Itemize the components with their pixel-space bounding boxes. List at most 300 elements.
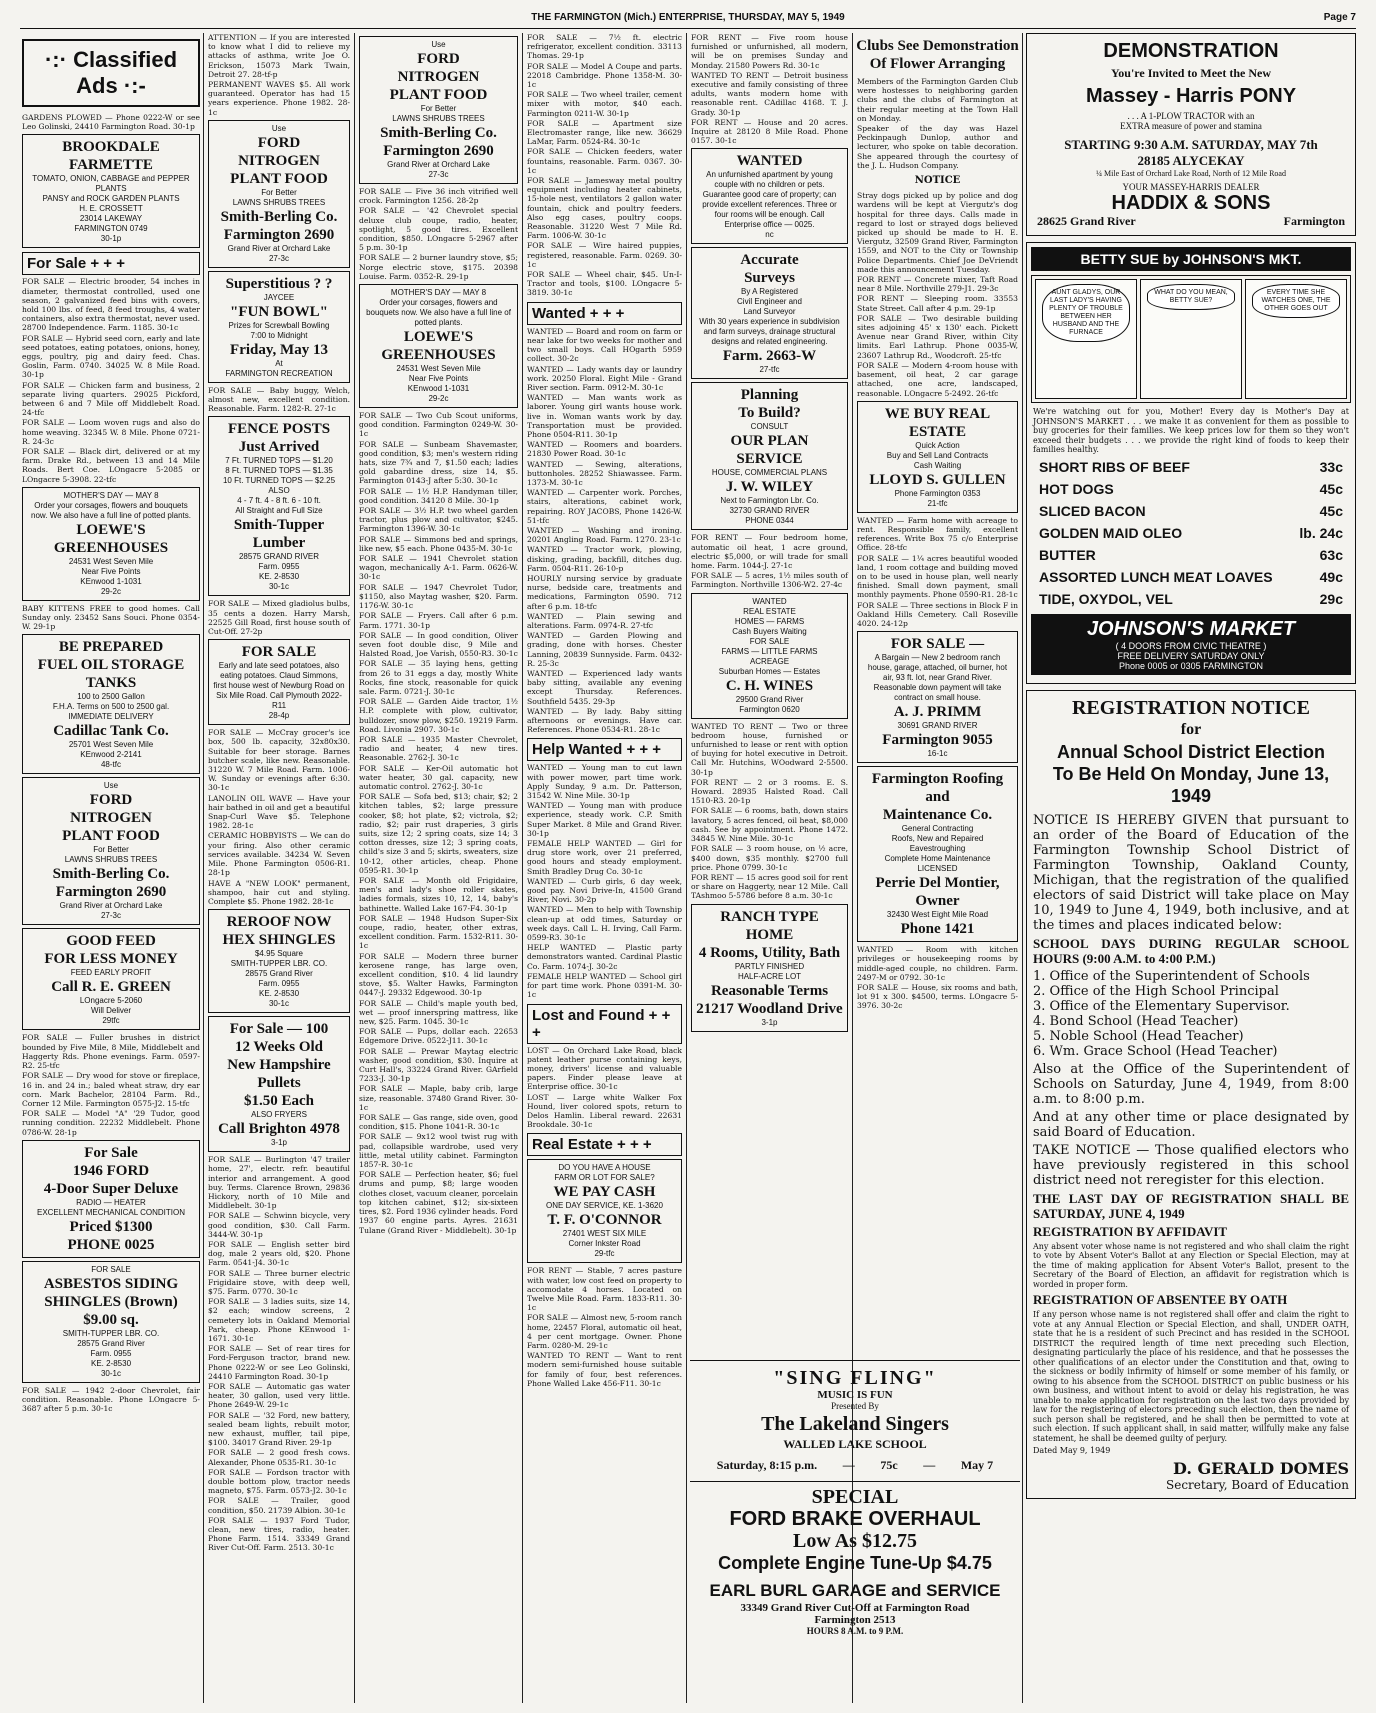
demo-line: YOUR MASSEY-HARRIS DEALER: [1122, 182, 1260, 192]
greenhouse-ad: [22, 487, 200, 601]
ad-item: WANTED — Young man with produce experience, steady work. C.P. Smith Super Market. 8 Mile and Grand River. 30-1p: [527, 801, 682, 838]
ad-line: 7 Ft. TURNED TOPS — $1.20: [225, 456, 333, 466]
ad-item: FOR RENT — Stable, 7 acres pasture with water, low cost feed on property to accomodate 4 horses. Located on Twelve Mile Road. Farm. 1833-R11. 30-1c: [527, 1266, 682, 1313]
ad-line: Near Five Points: [408, 374, 469, 384]
ad-item: FOR RENT — House and 20 acres. Inquire at 28120 8 Mile Road. Phone 0157. 30-1c: [691, 117, 848, 146]
brake-low-as: Low As: [793, 1530, 857, 1552]
ad-line: HEX SHINGLES: [222, 932, 336, 949]
ad-item: WANTED — Room with kitchen privileges or housekeeping rooms by middle-aged couple, no children. Farm. 2497-M or 0792. 30-1c: [857, 945, 1018, 982]
ad-line: With 30 years experience in subdivision and farm surveys, drainage structural designs and related engineering.: [699, 317, 840, 347]
ad-item: FOR SALE — Loom woven rugs and also do home weaving. 32345 W. 8 Mile. Phone 0721-R. 24-3c: [22, 418, 200, 446]
dealer-city: Farmington: [1283, 214, 1345, 228]
primm-ad: [857, 631, 1018, 763]
ad-line: HOME: [745, 926, 794, 943]
ad-line: Phone 1421: [900, 921, 975, 938]
ad-item: FOR SALE — McCray grocer's ice box, 500 lb. capacity, 32x80x30. Suitable for beer storage. Barnes butcher scale, like new. Reasonable. 31220 W. 7 Mile Road. Farm. 1006-W. Sunday or evenings after 6:30. 30-1c: [208, 728, 350, 793]
ad-line: Farm. 2663-W: [722, 348, 817, 365]
item-name: HOT DOGS: [1039, 480, 1114, 497]
ad-line: 23014 LAKEWAY: [79, 214, 143, 224]
price-row: [1031, 544, 1351, 566]
ad-line: ALSO: [268, 486, 290, 496]
ad-item: WANTED — Man wants work as laborer. Young girl wants house work. live in. Woman wants work by day. Transportation must be provided. Phone 0504-R11. 30-1p: [527, 393, 682, 439]
ad-item: FOR SALE — 1935 Master Chevrolet, radio and heater, 4 new tires. Reasonable. 2762-J. 30-1c: [359, 734, 518, 763]
ad-item: FEMALE HELP WANTED — Girl for drug store work, over 21 preferred, good hours and steady employment. Smith Bradley Drug Co. 30-1c: [527, 839, 682, 876]
ad-line: KEnwood 2-2141: [80, 750, 142, 760]
ad-item: WANTED — Men to help with Township clean-up at odd times, Saturday or week days. Call L. H. Irving, Call Farm. 0599-R3. 30-1c: [527, 905, 682, 943]
speech-bubble: EVERY TIME SHE WATCHES ONE, THE OTHER GOES OUT: [1252, 284, 1340, 318]
ad-line: and: [925, 789, 950, 806]
notice-body: Stray dogs picked up by police and dog wardens will be kept at Viergutz's dog hospital for three days. Calls made in regard to lost or strayed dogs believed picked up should be made to H. E. Viergutz, 32509 Grand River, Farmington 1559, and NOT to the City or Township Police Departments. Chief Joe DeVriendt made this announcement Tuesday.: [857, 191, 1018, 274]
classified-title: ·:· Classified Ads ·:-: [22, 39, 200, 107]
ad-list: [855, 945, 1020, 1010]
ad-line: 3-1p: [270, 1138, 287, 1148]
ad-line: LOEWE'S GREENHOUSES: [53, 521, 169, 556]
ad-list: [525, 1046, 684, 1130]
price-row: [1031, 566, 1351, 588]
ad-item: FOR SALE — Mixed gladiolus bulbs, 35 cents a dozen. Harry Marsh, 22525 Gill Road, first house south of Cut-Off. 27-2p: [208, 599, 350, 637]
ad-line: PLANT FOOD: [389, 87, 488, 103]
ad-item: FOR SALE — Model A Coupe and parts. 22018 Cambridge. Phone 1358-M. 30-1c: [527, 61, 682, 90]
ad-line: 30-1c: [100, 1368, 121, 1378]
tuneup-label: Complete Engine Tune-Up: [718, 1553, 942, 1573]
ad-line: FARM OR LOT FOR SALE?: [554, 1173, 655, 1183]
ad-line: Eavestroughing: [909, 844, 966, 854]
reg-locations: [1033, 969, 1349, 1059]
ad-line: C. H. WINES: [725, 677, 814, 694]
reg-paragraph: And at any other time or place designated by said Board of Education.: [1033, 1109, 1349, 1140]
ad-list: [525, 763, 684, 999]
ad-line: Quick Action: [915, 440, 960, 450]
ad-line: GOOD FEED: [66, 933, 156, 950]
ad-line: At: [275, 358, 283, 368]
massey-harris-ad: [1026, 33, 1356, 236]
ad-item: WANTED — Roomers and boarders. 21830 Power Road. 30-1c: [527, 440, 682, 459]
clubs-article: [855, 77, 1020, 170]
reg-signature-title: Secretary, Board of Education: [1166, 1477, 1349, 1492]
ad-line: WE BUY REAL ESTATE: [884, 405, 991, 440]
demo-line: . . . A 1-PLOW TRACTOR with an: [1127, 111, 1255, 121]
masthead-line: THE FARMINGTON (Mich.) ENTERPRISE, THURSDAY, MAY 5, 1949: [531, 12, 845, 23]
ad-line: PANSY and ROCK GARDEN PLANTS: [42, 194, 180, 204]
ad-line: 25701 West Seven Mile: [68, 740, 154, 750]
reg-location: 5. Noble School (Head Teacher): [1033, 1028, 1244, 1044]
ad-item: FOR SALE — Apartment size Electromaster range, like new. 36629 LaMar, Farm. 0524-R4. 30-1c: [527, 118, 682, 147]
ad-item: FOR SALE — 1½ H.P. Handyman tiller, good condition. 34120 8 Mile. 30-1p: [359, 486, 518, 505]
ad-line: T. F. O'CONNOR: [547, 1212, 662, 1229]
sing-fling-price: 75c: [880, 1458, 898, 1472]
speech-bubble: WHAT DO YOU MEAN, BETTY SUE?: [1147, 284, 1235, 310]
ad-item: FOR SALE — 3 room house, on ½ acre, $400 down, $35 monthly. $2700 full price. Phone 0799. 30-1c: [691, 844, 848, 872]
item-price: lb. 24c: [1299, 524, 1343, 541]
ad-line: H. E. CROSSETT: [79, 204, 143, 214]
ad-line: Smith-Berling Co.: [220, 208, 338, 225]
ad-line: 29-2c: [428, 394, 449, 404]
dealer-address: 28625 Grand River: [1037, 214, 1136, 228]
demo-line: DEMONSTRATION: [1103, 40, 1279, 62]
demo-line: You're Invited to Meet the New: [1110, 66, 1272, 80]
ad-list: [20, 1386, 202, 1414]
pay-cash-ad: [527, 1159, 682, 1263]
ad-line: All Straight and Full Size: [235, 506, 323, 516]
ad-item: FOR SALE — 35 laying hens, getting from 26 to 31 eggs a day, mostly White Rocks, fine stock, reasonable for quick sale. Farm. 0721-J. 30-1c: [359, 659, 518, 696]
ad-line: TOMATO, ONION, CABBAGE and PEPPER PLANTS: [32, 174, 190, 194]
ad-line: Cadillac Tank Co.: [53, 723, 169, 740]
ad-line: 24531 West Seven Mile: [396, 364, 481, 374]
ad-item: WANTED — Farm home with acreage to rent. Responsible family, excellent references. Write Box 75 c/o Enterprise Office. 28-tfc: [857, 515, 1018, 553]
ad-line: 27-tfc: [759, 365, 780, 375]
ad-line: J. W. WILEY: [725, 479, 814, 496]
ad-line: 8 Ft. TURNED TOPS — $1.35: [225, 466, 333, 476]
ad-line: 30-1c: [268, 582, 289, 592]
ad-line: MOTHER'S DAY — MAY 8: [63, 490, 159, 500]
reg-school-days: SCHOOL DAYS DURING REGULAR SCHOOL HOURS (9:00 A.M. to 4:00 P.M.): [1033, 935, 1349, 966]
ad-item: BABY KITTENS FREE to good homes. Call Sunday only. 23452 Sans Souci. Phone 0354-W. 29-1p: [22, 603, 200, 632]
ad-item: LOST — Large white Walker Fox Hound, liver colored spots, return to Delos Hamlin. Liberal reward. 22631 Brookdale. 30-1c: [527, 1092, 682, 1130]
comic-strip: [1031, 275, 1351, 403]
ad-list: [206, 1155, 352, 1553]
ad-line: IMMEDIATE DELIVERY: [68, 712, 154, 722]
ad-line: Farm. 0955: [258, 562, 300, 572]
ad-item: FOR SALE — Maple, baby crib, large size, reasonable. 37480 Grand River. 30-1c: [359, 1084, 518, 1112]
ad-line: BE PREPARED: [58, 639, 164, 656]
ad-list: [20, 1033, 202, 1136]
ad-item: FOR RENT — Four bedroom home, automatic oil heat, 1 acre ground, electric $5,000, or will trade for small home. Farm. 1044-J. 27-1c: [691, 533, 848, 571]
section-wanted: Wanted + + +: [527, 302, 682, 325]
ad-line: RADIO — HEATER: [76, 1197, 146, 1207]
column-5: [689, 33, 850, 1027]
surveys-ad: [691, 247, 848, 379]
dash: —: [923, 1458, 936, 1472]
ad-item: ATTENTION — If you are interested to know what I did to relieve my attacks of asthma, write Joe O. Erickson, 15073 Mark Twain, Detroit 27. 28-tf-p: [208, 33, 350, 79]
ad-item: FOR RENT — Concrete mixer, Taft Road near 8 Mile. Northville 279-J1. 29-3c: [857, 275, 1018, 294]
ad-line: Civil Engineer and: [737, 297, 802, 307]
sing-fling-date: May 7: [960, 1458, 994, 1472]
ad-line: FARMS — LITTLE FARMS: [721, 646, 818, 656]
ad-line: Smith-Berling Co.: [380, 125, 497, 141]
ad-list: [525, 1266, 684, 1388]
ad-list: [689, 33, 850, 145]
ad-item: FOR SALE — English setter bird dog, male 2 years old, $20. Phone Farm. 0541-J4. 30-1c: [208, 1239, 350, 1268]
ad-line: 27-3c: [428, 170, 449, 179]
ad-item: FOR SALE — Sofa bed, $13; chair, $2; 2 kitchen tables, $2; large pressure cooker, $8; hot plate, $2; victrola, $2; radio, $2; pair rust draperies, 3 girls suits, size 12; 2 spring coats, size 14; 3 cotton dresses, size 12; 3 spring coats, child's size 3 and 5; skirts, sweaters, size 10-12, other articles, cheap. Phone 0595-R1. 30-1p: [359, 792, 518, 875]
section-lost-found: Lost and Found + + +: [527, 1004, 682, 1044]
wanted-apartment-ad: [691, 148, 848, 244]
ad-line: FOR LESS MONEY: [44, 951, 178, 968]
ad-line: 4-Door Super Deluxe: [43, 1180, 179, 1197]
ad-line: Prizes for Screwball Bowling: [228, 320, 330, 330]
ad-item: FOR SALE — Perfection heater, $6; fuel drums and pump, $8; large wooden clothes closet, vacuum cleaner, porcelain top kitchen cabinet, $12; six-sixteen tires, $2. Ford 1936 cylinder heads. Ford 1937 60 engine parts. Ayres. 21631 Tulane (Grand River - Middlebelt). 30-1p: [359, 1170, 518, 1235]
ad-line: Owner: [915, 893, 960, 910]
section-for-sale: For Sale + + +: [22, 252, 200, 275]
reg-location: 2. Office of the High School Principal: [1033, 983, 1279, 999]
ad-line: KE. 2-8530: [258, 572, 300, 582]
ad-line: SMITH-TUPPER LBR. CO.: [62, 1328, 160, 1338]
ad-line: A Bargain — New 2 bedroom ranch house, garage, attached, oil burner, hot air, 93 ft. lot, near Grand River. Reasonable down payment will take contract on small house.: [867, 653, 1008, 703]
ad-item: FOR SALE — 3 ladies suits, size 14, $2 each; window screens, 2 cemetery lots in Oakland Memorial Park, cheap. Phone KEnwood 1-1671. 30-1c: [208, 1297, 350, 1343]
column-rule: [203, 33, 204, 1703]
ad-line: 28575 GRAND RIVER: [238, 552, 320, 562]
ad-item: FOR SALE — '32 Ford, new battery, sealed beam lights, rebuilt motor, new exhaust, muffler, tail pipe, $100. 34017 Grand River. 29-1p: [208, 1410, 350, 1448]
planning-ad: [691, 382, 848, 530]
ad-line: 30691 GRAND RIVER: [897, 721, 978, 731]
ad-line: Next to Farmington Lbr. Co.: [720, 496, 819, 506]
ad-item: FOR SALE — Three sections in Block F in Oakland Hills Cemetery. Call Roseville 4020. 24-12p: [857, 600, 1018, 628]
ad-line: Farmington 9055: [882, 732, 993, 749]
clubs-headline: Clubs See Demonstration Of Flower Arranging: [856, 38, 1019, 72]
ad-line: F.H.A. Terms on 500 to 2500 gal.: [52, 702, 170, 712]
ad-item: FOR SALE — Schwinn bicycle, very good condition, $30. Call Farm. 3444-W. 30-1p: [208, 1211, 350, 1239]
brake-line: FORD BRAKE OVERHAUL: [729, 1508, 981, 1530]
fuel-oil-ad: [22, 634, 200, 774]
ad-line: 10 Ft. TURNED TOPS — $2.25: [222, 476, 336, 486]
ad-line: FARMINGTON 0749: [74, 224, 148, 234]
item-price: 63c: [1319, 546, 1343, 563]
ad-item: FEMALE HELP WANTED — School girl for part time work. Phone 0391-M. 30-1c: [527, 971, 682, 1000]
demo-line: ¼ Mile East of Orchard Lake Road, North of 12 Mile Road: [1096, 169, 1286, 178]
column-3: [357, 33, 520, 1703]
ad-item: WANTED — Washing and ironing. 20201 Angling Road. Farm. 1270. 23-1c: [527, 525, 682, 545]
ad-line: PHONE 0344: [745, 516, 794, 526]
ad-line: A. J. PRIMM: [893, 704, 982, 721]
ad-line: Just Arrived: [238, 439, 320, 456]
ad-line: BROOKDALE FARMETTE: [62, 139, 160, 174]
ad-line: Use: [431, 40, 446, 49]
item-name: SHORT RIBS OF BEEF: [1039, 458, 1190, 475]
ad-item: Speaker of the day was Hazel Peckinpaugh Dunlop, author and lecturer, who spoke on table decoration. She appeared through the courtesy of the J. L. Hudson Company.: [857, 124, 1018, 170]
ad-line: Priced $1300: [69, 1218, 153, 1235]
reg-oath: If any person whose name is not registered shall offer and claim the right to vote at any Annual Election or Special Election, and shall, UNDER OATH, state that he is a resident of such Precinct and has resided in the SCHOOL DISTRICT the required length of time next preceding such Election, designating particularly the place of his residence, and that he possesses the other qualifications of an elector under the Constitution and that, owing to the sickness or bodily infirmity of himself or some member of his family, or owing to his absence from the SCHOOL DISTRICT on public business or his own business, and without intent to avoid or delay his registration, he was unable to make application for registration on the last two days provided by law for the registering of electors preceding such election, then the name of such person shall be registered, and he shall then be permitted to vote at such election. If such applicant shall, in said matter, willfully make any false statement, he shall be deemed guilty of perjury.: [1033, 1310, 1349, 1443]
ad-line: Early and late seed potatoes, also eating potatoes. Claud Simmons, first house west of Newburg Road on Six Mile Road. Call Plymouth 2022-R11: [213, 661, 345, 711]
ad-line: Order your corsages, flowers and bouquets now. We also have a full line of potted plants.: [366, 298, 511, 328]
ad-list: [689, 533, 850, 589]
price-row: [1031, 478, 1351, 500]
item-name: SLICED BACON: [1039, 502, 1146, 519]
fun-bowl-ad: [208, 271, 350, 383]
ad-line: 4 - 7 ft. 4 - 8 ft. 6 - 10 ft.: [237, 496, 321, 506]
ad-line: Roofs, New and Repaired: [891, 834, 984, 844]
ad-item: FOR SALE — Sunbeam Shavemaster, good condition, $3; men's western riding hats, size 7¾ and 7, $1.50 each; ladies gold gabardine dress, size 14, $5. Farmington 0143-J after 5:30. 30-1c: [359, 439, 518, 486]
feed-ad: [22, 928, 200, 1030]
ad-item: FOR SALE — Two Cub Scout uniforms, good condition. Farmington 0249-W. 30-1c: [359, 411, 518, 439]
ad-line: For Better: [93, 845, 129, 855]
ad-list: [206, 386, 352, 414]
ad-line: Order your corsages, flowers and bouquets now. We also have a full line of potted plants.: [31, 500, 191, 520]
ad-line: KE. 2-8530: [90, 1358, 132, 1368]
ad-line: LOngacre 5-2060: [79, 996, 143, 1006]
ad-line: 29500 Grand River: [735, 694, 804, 704]
ad-list: [357, 187, 520, 281]
ad-line: Smith-Berling Co.: [52, 866, 170, 883]
ad-item: FOR SALE — House, six rooms and bath, lot 91 x 300. $4500, terms. LOngacre 5-3976. 30-2c: [857, 982, 1018, 1011]
ad-line: "FUN BOWL": [230, 303, 328, 320]
ad-item: FOR SALE — Month old Frigidaire, men's and lady's shoe roller skates, ladies formals, sizes 10, 12, 14, baby's bathinette. Walled Lake 167-F4. 30-1p: [359, 875, 518, 913]
ad-line: 21217 Woodland Drive: [696, 1000, 843, 1017]
item-price: 45c: [1319, 502, 1343, 519]
ad-line: DO YOU HAVE A HOUSE: [558, 1163, 651, 1173]
reg-title: To Be Held On Monday, June 13, 1949: [1052, 763, 1330, 806]
ad-line: For Sale: [84, 1144, 138, 1161]
market-line: FREE DELIVERY SATURDAY ONLY: [1117, 650, 1265, 661]
ad-line: WANTED: [736, 153, 803, 170]
ad-line: FOR SALE: [241, 644, 317, 661]
ad-item: WANTED — Experienced lady wants baby sitting, available any evening except Thursday. References. Southfield 5435. 29-3p: [527, 669, 682, 706]
ad-line: Cash Buyers Waiting: [732, 626, 807, 636]
reg-location: 4. Bond School (Head Teacher): [1033, 1013, 1239, 1029]
demo-line: STARTING 9:30 A.M. SATURDAY, MAY 7th: [1064, 137, 1318, 152]
ad-line: HALF-ACRE LOT: [737, 971, 802, 981]
page-number: Page 7: [1323, 12, 1356, 23]
ad-item: FOR SALE — Modern three burner kerosene range, has large oven, excellent condition, $10. 4 lid laundry stove, $5. Walter Hawks, Farmington 0447-J. 29332 Edgewood. 30-1p: [359, 951, 518, 998]
ad-line: An unfurnished apartment by young couple with no children or pets. Guarantee good care of property; can provide excellent references. Three or four rooms will be enough. Call Enterprise office — 0025.: [702, 170, 837, 230]
ad-item: FOR SALE — Hybrid seed corn, early and late seed potatoes, eating potatoes, onions, honey, eggs, poultry, pig and dairy feed. Chas. Goslin, Farm. 0740. 34025 W. 8 Mile Road. 30-1p: [22, 333, 200, 380]
ad-item: HOURLY nursing service by graduate nurse, bedside care, treatments and medications, Farmington 0590. 712 after 6 p.m. 18-tfc: [527, 573, 682, 611]
ad-item: FOR SALE — Three burner electric Frigidaire stove, with deep well, $75. Farm. 0770. 30-1c: [208, 1268, 350, 1296]
ad-line: Buy and Sell Land Contracts: [886, 450, 989, 460]
ad-line: FARMINGTON RECREATION: [225, 368, 333, 378]
reg-paragraph: NOTICE IS HEREBY GIVEN that pursuant to an order of the Board of Education of the Farmington Township School District of Farmington Township, Oakland County, Michigan, that the registration of the qualified electors of said District will take place on May 10, 1949 to June 4, 1949, both inclusive, and at the times and places indicated below:: [1033, 812, 1349, 933]
ad-item: FOR SALE — Burlington '47 trailer home, 27', electr. refr. beautiful interior and arrangement. A good buy. Terms. Clarence Brown, 29836 Hickory, north of 10 Mile and Middlebelt. 30-1p: [208, 1155, 350, 1211]
ad-item: FOR SALE — Two desirable building sites adjoining 45' x 130' each. Pickett Avenue near Grand River, within City limits. Earl Lathrup. Phone 0035-W, 23607 Lathrup Rd., Woodcroft. 25-tfc: [857, 313, 1018, 360]
ad-item: FOR SALE — 7½ ft. electric refrigerator, excellent condition. 33113 Thomas. 29-1p: [527, 33, 682, 61]
ad-line: REROOF NOW: [226, 914, 332, 931]
ranch-home-ad: [691, 904, 848, 1032]
ad-item: FOR SALE — Wire haired puppies, registered, reasonable. Farm. 0269. 30-1c: [527, 241, 682, 269]
ad-line: Use: [271, 123, 287, 133]
ad-line: 28575 Grand River: [245, 969, 313, 979]
ad-line: OUR PLAN SERVICE: [730, 433, 809, 468]
ad-item: WANTED TO RENT — Two or three bedroom house, furnished or unfurnished to lease or rent with option of buying for hotel executive in Detroit. Call Mr. Hutchins, WOodward 2-5500. 30-1p: [691, 721, 848, 777]
ad-item: FOR SALE — 9x12 wool twist rug with pad, collapsible wardrobe, used very little, metal utility cabinet. Farmington 1857-R. 30-1c: [359, 1132, 518, 1170]
ad-line: 100 to 2500 Gallon: [77, 692, 145, 702]
ad-line: Farmington 2690: [223, 226, 335, 243]
comic-panel: [1245, 279, 1347, 399]
ad-item: HAVE A "NEW LOOK" permanent, shampoo, hair cut and styling. Complete $5. Phone 1982. 28-1c: [208, 878, 350, 906]
ad-line: JAYCEE: [263, 292, 295, 302]
brake-line: SPECIAL: [811, 1486, 899, 1508]
ad-item: FOR RENT — Five room house furnished or unfurnished, all modern, will be on premises Sunday and Monday. 21580 Powers Rd. 30-1c: [691, 33, 848, 70]
ad-line: Grand River at Orchard Lake: [227, 243, 331, 253]
ad-list: [206, 33, 352, 117]
reg-signature: D. GERALD DOMES: [1173, 1458, 1349, 1478]
ad-item: WANTED TO RENT — Want to rent modern semi-furnished house suitable for family of four, best references. Phone Walled Lake 456-F11. 30-1c: [527, 1351, 682, 1388]
ad-line: Planning: [740, 387, 799, 404]
ad-list: [525, 33, 684, 298]
ad-line: Phone Farmington 0353: [894, 488, 981, 498]
ford-1946-ad: [22, 1140, 200, 1258]
ad-item: FOR SALE — 1941 Chevrolet station wagon, mechanically A-1. Farm. 0626-W. 30-1c: [359, 554, 518, 582]
item-name: ASSORTED LUNCH MEAT LOAVES: [1039, 568, 1273, 585]
ad-item: FOR SALE — Wheel chair, $45. Un-I-Tractor and tools, $100. LOngacre 5-3819. 30-1c: [527, 270, 682, 298]
ad-line: 28575 Grand River: [77, 1338, 145, 1348]
ad-item: WANTED — Board and room on farm or near lake for two weeks for mother and two small boys. Call HOgarth 5959 collect. 30-2c: [527, 326, 682, 364]
column-rule: [1022, 33, 1023, 1703]
ad-item: FOR SALE — Fuller brushes in district bounded by Five Mile, 8 Mile, Middlebelt and Haggerty Rds. Phone evenings. Farm. 0597-R2. 25-tfc: [22, 1033, 200, 1071]
ad-line: SMITH-TUPPER LBR. CO.: [230, 959, 328, 969]
ad-item: FOR SALE — Electric brooder, 54 inches in diameter, thermostat controlled, used one season, 2 galvanized feed bins with covers, hold 100 lbs. of feed, 8 feed troughs, 4 water containers, also extra thermostat, never used. 28700 Independence. Farm. 1185. 30-1c: [22, 277, 200, 333]
ad-line: 7:00 to Midnight: [250, 330, 308, 340]
ad-line: 30-1p: [100, 234, 122, 244]
ad-line: Smith-Tupper Lumber: [233, 517, 325, 552]
ad-item: WANTED — Young man to cut lawn with power mower, part time work. Apply Sunday, 9 a.m. Dr. Patterson, 31542 W. Nine Mile. 30-1p: [527, 763, 682, 801]
ad-line: Farm. 0955: [258, 979, 300, 989]
ad-line: Accurate: [740, 252, 799, 269]
ad-line: HOMES — FARMS: [734, 616, 805, 626]
ad-line: PARTLY FINISHED: [734, 961, 805, 971]
ad-list: [357, 411, 520, 1235]
ad-line: $1.50 Each: [243, 1093, 314, 1110]
reg-location: 3. Office of the Elementary Supervisor.: [1033, 998, 1290, 1014]
ad-line: 30-1c: [268, 999, 289, 1009]
greenhouse-ad: [359, 284, 518, 408]
ad-line: FORD: [257, 134, 301, 151]
ad-line: KEnwood 1-1031: [80, 576, 142, 586]
ad-item: FOR SALE — 5 acres, 1½ miles south of Farmington. Northville 1306-W2. 27-4c: [691, 571, 848, 590]
ad-list: [20, 113, 202, 131]
ad-item: FOR SALE — Child's maple youth bed, wet — proof innerspring mattress, like new, $25. Farm. 1045. 30-1c: [359, 998, 518, 1027]
ad-item: FOR SALE — Five 36 inch vitrified well crock. Farmington 1256. 28-2p: [359, 187, 518, 206]
ad-item: FOR SALE — Dry wood for stove or fireplace, 16 in. and 24 in.; baled wheat straw, dry ear corn. Mark Bachelor, 28104 Farm. Rd., Corner 12 Mile. Farmington 0575-J2. 15-tfc: [22, 1071, 200, 1108]
ad-line: EXCELLENT MECHANICAL CONDITION: [36, 1207, 186, 1217]
ad-line: NITROGEN: [238, 152, 320, 169]
ad-line: CONSULT: [750, 422, 789, 432]
comic-panel: [1035, 279, 1137, 399]
ad-item: WANTED — Garden Plowing and grading, done with horses. Chester Lanning, 20839 Sunnyside. Farm. 0432-R. 25-3c: [527, 631, 682, 668]
ad-line: 27401 WEST SIX MILE: [562, 1229, 647, 1239]
ad-line: ALSO FRYERS: [251, 1110, 307, 1120]
betty-sue-ad: [1026, 242, 1356, 684]
ad-line: Reasonable Terms: [710, 982, 829, 999]
ad-line: FOR SALE: [91, 1264, 131, 1274]
ad-item: CERAMIC HOBBYISTS — We can do your firing. Also other ceramic services available. 34234 W. Seven Mile. Phone Farmington 0506-R1. 28-1p: [208, 831, 350, 878]
item-price: 29c: [1319, 590, 1343, 607]
ad-line: 1946 FORD: [72, 1162, 150, 1179]
ad-item: FOR SALE — 1942 2-door Chevrolet, fair condition. Reasonable. Phone LOngacre 5-3687 after 5 p.m. 30-1c: [22, 1385, 200, 1414]
ad-line: RANCH TYPE: [720, 908, 819, 925]
ad-line: NITROGEN: [397, 69, 480, 85]
reg-title: for: [1180, 720, 1202, 738]
column-2: [206, 33, 352, 1703]
comic-panel: [1140, 279, 1242, 399]
sing-fling-line: MUSIC IS FUN: [817, 1389, 893, 1401]
sing-fling-time: Saturday, 8:15 p.m.: [716, 1458, 818, 1472]
ad-item: WANTED — By lady. Baby sitting afternoons or evenings. Have car. References. Phone 0534-R1. 28-1c: [527, 706, 682, 735]
ad-item: Members of the Farmington Garden Club were hostesses to neighboring garden clubs and the clubs of Farmington at their regular meeting at the Town Hall on Monday.: [857, 77, 1018, 123]
ad-item: FOR SALE — 1¼ acres beautiful wooded land, 1 room cottage and building moved on to be used in house plan, well nearly finished. Small down payment, small monthly payments. Phone 0590-R1. 28-1c: [857, 553, 1018, 600]
ad-line: Suburban Homes — Estates: [718, 666, 821, 676]
ad-line: LAWNS SHRUBS TREES: [64, 855, 158, 865]
ad-line: Farmington 2690: [383, 143, 494, 159]
ad-item: FOR SALE — 1948 Hudson Super-Six coupe, radio, heater, other extras, excellent condition. Farm. 1532-R11. 30-1c: [359, 913, 518, 951]
item-name: TIDE, OXYDOL, VEL: [1039, 590, 1173, 607]
ad-line: For Sale — 100: [229, 1021, 329, 1038]
ad-line: 29-tfc: [594, 1249, 615, 1259]
ad-line: Grand River at Orchard Lake: [387, 160, 490, 169]
ad-item: FOR SALE — Almost new, 5-room ranch home, 22457 Floral, automatic oil heat, 4 per cent mortgage. Owner. Phone Farm. 0280-M. 29-1c: [527, 1313, 682, 1350]
ad-line: 16-1c: [927, 749, 948, 759]
notice-headline: NOTICE: [914, 175, 961, 187]
ad-line: Call R. E. GREEN: [51, 979, 171, 996]
market-name: JOHNSON'S MARKET: [1086, 617, 1296, 640]
ad-item: WANTED — Sewing, alterations, buttonholes. 28252 Shiawassee. Farm. 1373-M. 30-1c: [527, 459, 682, 487]
reg-affidavit-title: REGISTRATION BY AFFIDAVIT: [1033, 1223, 1228, 1239]
ad-line: FORD: [89, 792, 133, 809]
ad-line: Will Deliver: [91, 1006, 131, 1016]
ad-line: General Contracting: [901, 824, 974, 834]
ad-item: FOR SALE — Garden Aide tractor, 1½ H.P. complete with plow, cultivator, bulldozer, snow plow, $250. 19219 Farm. Road. Livonia 2907. 30-1c: [359, 697, 518, 734]
ad-line: ONE DAY SERVICE, KE. 1-3620: [546, 1201, 663, 1211]
ad-list: [525, 327, 684, 735]
column-rule: [686, 33, 687, 1703]
